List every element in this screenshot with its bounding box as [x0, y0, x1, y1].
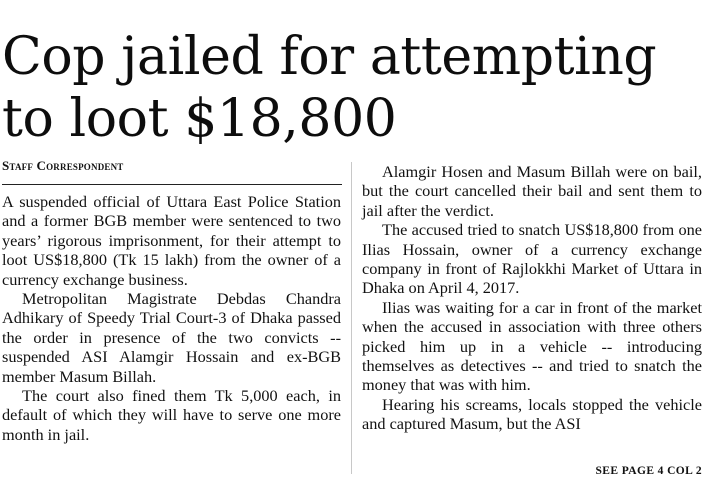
- paragraph: Ilias was waiting for a car in front of the market when the accused in association with three others picked him up in a vehicle -- introducing themselves as detectives -- and tried to snatch the money that was with him.: [362, 297, 702, 395]
- byline-rule: [2, 184, 342, 185]
- paragraph: Metropolitan Magistrate Debdas Chandra Adhikary of Speedy Trial Court-3 of Dhaka passed the order in presence of the two convicts -- suspended ASI Alamgir Hossain and ex-BGB member Masum Billah.: [2, 289, 341, 386]
- paragraph: The court also fined them Tk 5,000 each, in default of which they will have to serve one more month in jail.: [2, 386, 341, 444]
- continuation-jump: SEE PAGE 4 COL 2: [591, 465, 702, 477]
- column-2: [362, 162, 702, 434]
- byline: Staff Correspondent: [2, 158, 124, 173]
- paragraph: Hearing his screams, locals stopped the vehicle and captured Masum, but the ASI: [362, 394, 702, 434]
- column-divider: [351, 162, 352, 474]
- paragraph: A suspended official of Uttara East Police Station and a former BGB member were sentenced to two years’ rigorous imprisonment, for their attempt to loot US$18,800 (Tk 15 lakh) from the owner of a currency exchange business.: [2, 192, 341, 289]
- paragraph: The accused tried to snatch US$18,800 from one Ilias Hossain, owner of a currency exchange company in front of Rajlokkhi Market of Uttara in Dhaka on April 4, 2017.: [362, 220, 702, 298]
- column-1: [2, 192, 341, 444]
- paragraph: Alamgir Hosen and Masum Billah were on bail, but the court cancelled their bail and sent them to jail after the verdict.: [362, 162, 702, 220]
- headline: Cop jailed for attempting to loot $18,800: [2, 27, 657, 149]
